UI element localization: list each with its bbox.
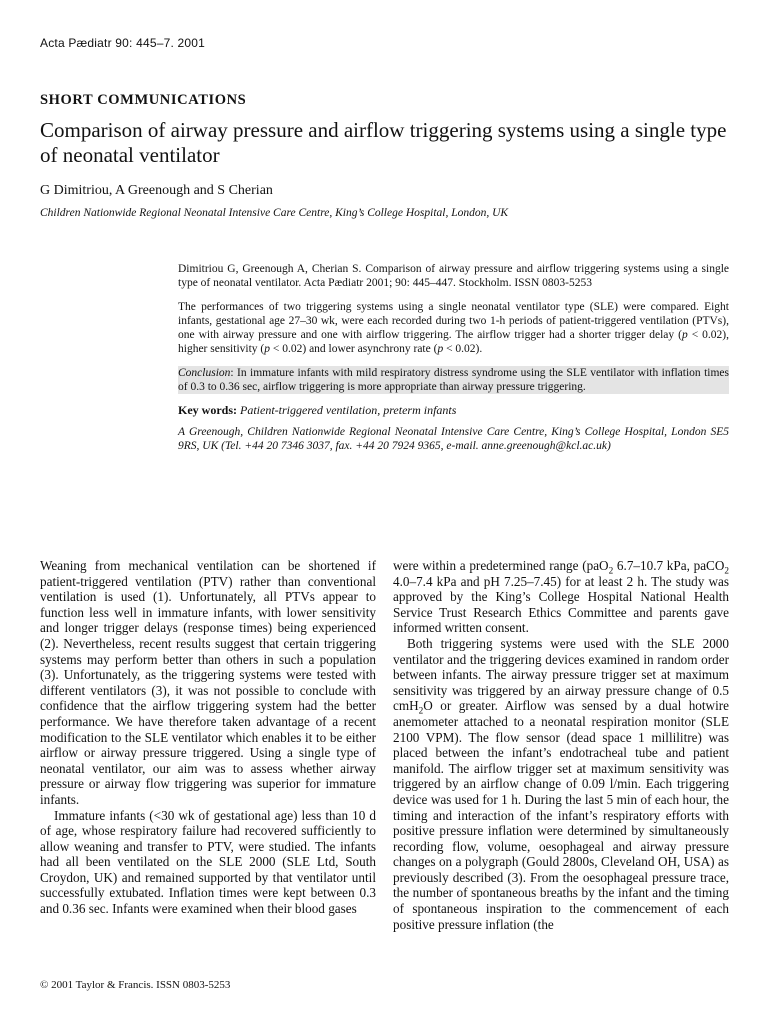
p-value-symbol: p [264,343,270,355]
paragraph-text: 6.7–10.7 kPa, paCO [613,558,725,573]
abstract-citation: Dimitriou G, Greenough A, Cherian S. Comparison of airway pressure and airflow triggering systems using a single type of neonatal ventilator. Acta Pædiatr 2001; 90: 445–447. Stockholm. ISSN 0803-5253 [178,263,729,289]
paragraph-text: Both triggering systems were used with the SLE 2000 ventilator and the triggering devices examined in random order between infants. The airway pressure trigger set at maximum sensitivity was triggered by an airway pressure change of 0.5 cmH [393,635,729,714]
paragraph [393,558,729,636]
body-column-right [393,558,729,932]
copyright-footer: © 2001 Taylor & Francis. ISSN 0803-5253 [40,979,231,991]
paragraph: Weaning from mechanical ventilation can be shortened if patient-triggered ventilation (PTV) rather than conventional ventilation is used (1). Unfortunately, all PTVs appear to function less well in immature infants, with lower sensitivity and longer trigger delays (response times) being experienced (2). Nevertheless, recent results suggest that certain triggering systems may perform better than others in such a population (3). Unfortunately, as the triggering systems were tested with different ventilators (3), it was not possible to conclude with confidence that the airflow triggering system had the better performance. We have therefore taken advantage of a recent modification to the SLE ventilator which enables it to be either airflow or airway pressure triggered. Using a single type of neonatal ventilator, our aim was to assess whether airway pressure or airway flow triggering was superior for immature infants. [40,558,376,807]
abstract-text: < 0.02). [443,343,483,355]
subscript: 2 [418,705,424,716]
conclusion-label: Conclusion [178,367,231,379]
keywords-label: Key words: [178,403,237,417]
subscript: 2 [724,565,729,576]
section-heading: SHORT COMMUNICATIONS [40,92,247,108]
subscript: 2 [608,565,614,576]
keywords-list: Patient-triggered ventilation, preterm infants [240,403,457,417]
paragraph: Immature infants (<30 wk of gestational age) less than 10 d of age, whose respiratory failure had recovered sufficiently to allow weaning and transfer to PTV, were studied. The infants had all been ventilated on the SLE 2000 (SLE Ltd, South Croydon, UK) and remained supported by that ventilator until successfully extubated. Inflation times were kept between 0.3 and 0.36 sec. Infants were examined when their blood gases [40,807,376,917]
conclusion-text: : In immature infants with mild respiratory distress syndrome using the SLE ventilator with inflation times of 0.3 to 0.36 sec, airflow triggering is more appropriate than airway pressure triggering. [178,367,729,393]
abstract-conclusion [178,366,729,394]
abstract-text: < 0.02) and lower asynchrony rate ( [270,343,438,355]
p-value-symbol: p [681,329,688,341]
abstract-block [178,262,729,463]
abstract-text: The performances of two triggering systems using a single neonatal ventilator type (SLE) were compared. Eight infants, gestational age 27–30 wk, were each recorded during two 1-h periods of patient-triggered ventilation (PTVs), one with airway pressure and one with airflow triggering. The airflow trigger had a shorter trigger delay ( [178,301,729,341]
abstract-text: < 0.02), higher sensitivity ( [178,329,729,355]
journal-reference: Acta Pædiatr 90: 445–7. 2001 [40,36,206,50]
paragraph-text: 4.0–7.4 kPa and pH 7.25–7.45) for at least 2 h. The study was approved by the King’s College Hospital National Health Service Trust Research Ethics Committee and parents gave informed written consent. [393,573,729,636]
article-title: Comparison of airway pressure and airflow triggering systems using a single type of neonatal ventilator [40,118,727,167]
correspondence: A Greenough, Children Nationwide Regional Neonatal Intensive Care Centre, King’s College Hospital, London SE5 9RS, UK (Tel. +44 20 7346 3037, fax. +44 20 7924 9365, e-mail. anne.greenough@kcl.ac.uk) [178,426,729,452]
p-value-symbol: p [437,343,444,355]
paragraph [393,636,729,932]
author-affiliation: Children Nationwide Regional Neonatal Intensive Care Centre, King’s College Hospital, London, UK [40,207,509,219]
body-column-left [40,558,376,917]
abstract-summary [178,300,729,356]
paragraph-text: O or greater. Airflow was sensed by a dual hotwire anemometer attached to a neonatal respiration monitor (SLE 2100 VPM). The flow sensor (dead space 1 millilitre) was placed between the infant’s endotracheal tube and patient manifold. The airflow trigger set at maximum sensitivity was triggered by an airflow change of 0.09 l/min. Each triggering device was used for 1 h. During the last 5 min of each hour, the timing and interaction of the infant’s respiratory efforts with positive pressure inflation were determined by simultaneously recording flow, volume, oesophageal and airway pressure changes on a polygraph (Gould 2800s, Cleveland OH, USA) as previously described (3). From the oesophageal pressure trace, the number of spontaneous breaths by the infant and the timing of spontaneous inspiration to the commencement of each positive pressure inflation (the [393,698,729,932]
keywords [178,403,729,417]
paragraph-text: were within a predetermined range (paO [393,558,609,573]
author-list: G Dimitriou, A Greenough and S Cherian [40,183,273,198]
